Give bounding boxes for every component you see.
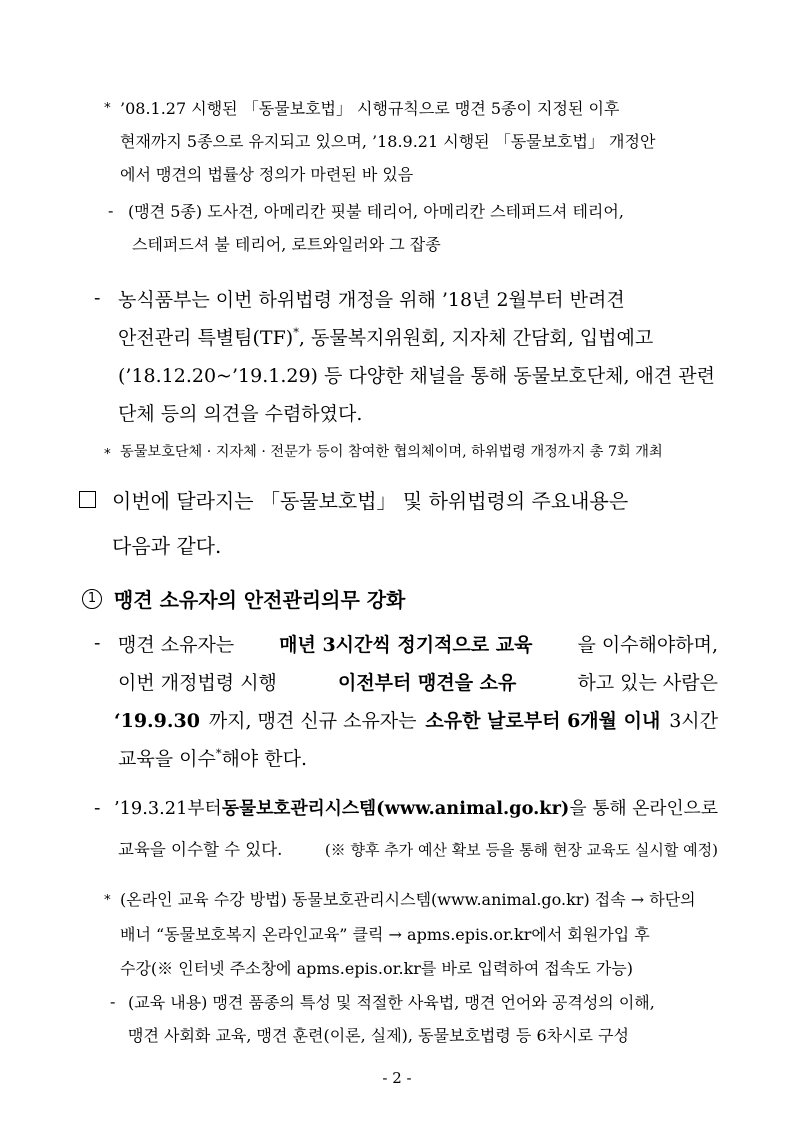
- para2-l4-b: 해야 한다.: [221, 748, 308, 770]
- note1-line2: [120, 129, 718, 152]
- note1-sub-dash: -: [108, 201, 114, 220]
- section-intro-line1-text: 이번에 달라지는 「동물보호법」 및 하위법령의 주요내용은: [112, 489, 629, 513]
- para3-dash: -: [94, 797, 101, 819]
- note3-line3-text: 수강(※ 인터넷 주소창에 apms.epis.or.kr를 바로 입력하여 접속도 가능): [120, 959, 633, 978]
- para3-l2-note: (※ 향후 추가 예산 확보 등을 통해 현장 교육도 실시할 예정): [324, 841, 718, 859]
- para2-line2: [118, 668, 718, 695]
- para2-l2-a: 이번 개정법령 시행: [118, 672, 277, 694]
- heading1-title-text: 맹견 소유자의 안전관리의무 강화: [114, 588, 406, 612]
- para2-footnote-mark: *: [215, 746, 222, 761]
- para1-line3: [118, 361, 718, 388]
- para2-dash: -: [94, 632, 101, 654]
- para1-line3-text: (’18.12.20~’19.1.29) 등 다양한 채널을 통해 동물보호단체, 애견 관련: [118, 365, 715, 387]
- para3-l1-a: ’19.3.21부터: [114, 799, 222, 819]
- note1-line1: [120, 96, 718, 119]
- heading1-title: [114, 584, 405, 613]
- note2-line: [120, 441, 718, 461]
- para2-line4: [118, 744, 307, 771]
- tf-footnote-mark: *: [293, 325, 299, 340]
- note3-line2: [120, 922, 718, 945]
- para1-line1-text: 농식품부는 이번 하위법령 개정을 위해 ’18년 2월부터 반려견: [118, 289, 625, 311]
- para3-line2: [118, 836, 718, 860]
- para2-line4-text: [118, 744, 307, 771]
- para1-line4-text: 단체 등의 의견을 수렴하였다.: [118, 403, 363, 425]
- para3-system-link-text: 동물보호관리시스템(www.animal.go.kr): [221, 798, 570, 819]
- note3-line3: [120, 956, 633, 979]
- note1-line3: [120, 162, 413, 185]
- para3-l2-a: 교육을 이수할 수 있다.: [118, 840, 283, 859]
- para2-line3: [114, 706, 718, 733]
- note1-sub-line1-text: (맹견 5종) 도사견, 아메리칸 핏불 테리어, 아메리칸 스테퍼드셔 테리어,: [128, 202, 624, 221]
- note3-sub-line1: [128, 990, 718, 1013]
- note3-sub-line2: [128, 1023, 629, 1046]
- tf-label: 안전관리 특별팀(TF): [118, 327, 294, 349]
- para2-l3-emphasis: 소유한 날로부터 6개월 이내: [425, 710, 661, 732]
- note-asterisk: *: [104, 100, 111, 116]
- para1-dash: -: [94, 287, 101, 309]
- checkbox-icon: [79, 491, 96, 508]
- note3-sub-dash: -: [110, 992, 116, 1011]
- para2-l4-a: 교육을 이수: [118, 748, 216, 770]
- note3-line2-text: 배너 “동물보호복지 온라인교육” 클릭 → apms.epis.or.kr에서 회원가입 후: [120, 925, 650, 944]
- para2-l2-emphasis: 이전부터 맹견을 소유: [337, 672, 517, 694]
- note3-sub-line2-text: 맹견 사회화 교육, 맹견 훈련(이론, 실제), 동물보호법령 등 6차시로 구성: [128, 1026, 630, 1045]
- para2-l1-a: 맹견 소유자는: [118, 634, 235, 656]
- note3-sub-line1-text: (교육 내용) 맹견 품종의 특성 및 적절한 사육법, 맹견 언어와 공격성의 이해,: [128, 993, 655, 1012]
- para3-line1: [114, 795, 718, 820]
- circled-number-icon: 1: [82, 589, 102, 609]
- note3-asterisk: *: [104, 892, 111, 908]
- note2-text: 동물보호단체 · 지자체 · 전문가 등이 참여한 협의체이며, 하위법령 개정까지 총 7회 개최: [120, 444, 663, 460]
- para1-line2-rest: , 동물복지위원회, 지자체 간담회, 입법예고: [298, 327, 654, 349]
- para2-l3-date: ‘19.9.30: [114, 710, 200, 732]
- note3-line1: [120, 887, 718, 910]
- para2-l3-b: 까지, 맹견 신규 소유자는: [208, 710, 417, 732]
- note3-line1-text: (온라인 교육 수강 방법) 동물보호관리시스템(www.animal.go.kr) 접속 → 하단의: [120, 890, 696, 909]
- note1-line1-text: ’08.1.27 시행된 「동물보호법」 시행규칙으로 맹견 5종이 지정된 이후: [120, 99, 620, 118]
- para3-l1-c: 을 통해 온라인으로: [569, 799, 718, 819]
- para1-line4: [118, 399, 362, 426]
- page-number: - 2 -: [382, 1069, 412, 1087]
- note1-line3-text: 에서 맹견의 법률상 정의가 마련된 바 있음: [120, 165, 414, 184]
- para2-l3-d: 3시간: [669, 710, 718, 732]
- section-intro-line2: [112, 530, 221, 559]
- para2-l2-c: 하고 있는 사람은: [577, 672, 718, 694]
- para2-line1: [118, 630, 718, 657]
- para2-l1-c: 을 이수해야하며,: [577, 634, 718, 656]
- note1-sub-line1: [128, 199, 718, 222]
- note1-sub-line2-text: 스테퍼드셔 불 테리어, 로트와일러와 그 잡종: [132, 235, 441, 254]
- para2-l1-emphasis: 매년 3시간씩 정기적으로 교육: [279, 634, 533, 656]
- note2-asterisk: *: [104, 446, 111, 462]
- section-intro-line2-text: 다음과 같다.: [112, 534, 222, 558]
- note1-line2-text: 현재까지 5종으로 유지되고 있으며, ’18.9.21 시행된 「동물보호법」 개정안: [120, 132, 656, 151]
- section-intro-line1: [112, 485, 718, 514]
- para1-line1: [118, 285, 718, 312]
- para1-line2-text: [118, 323, 653, 350]
- note1-sub-line2: [132, 232, 441, 255]
- para1-line2: [118, 323, 718, 350]
